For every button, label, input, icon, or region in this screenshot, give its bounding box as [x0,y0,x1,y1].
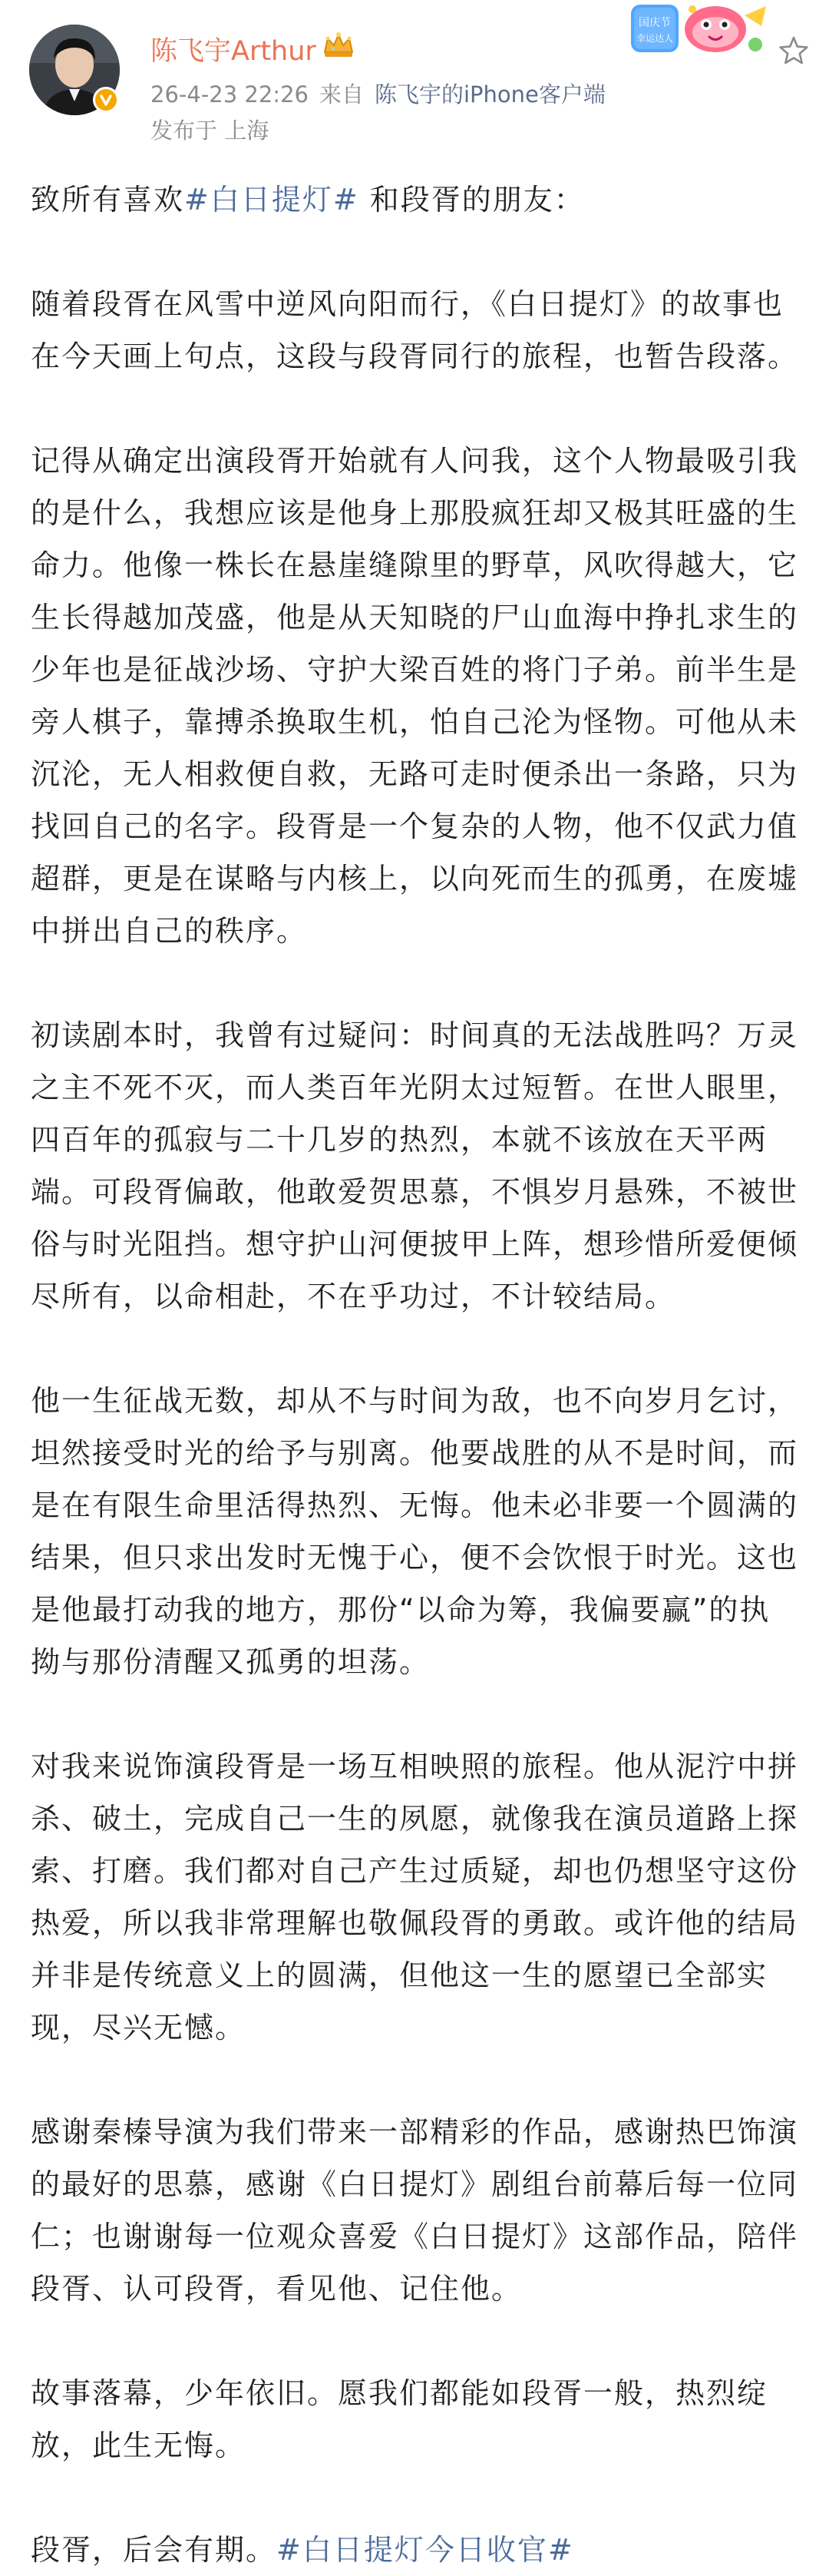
post-content [31,174,798,2576]
content-paragraph: 初读剧本时，我曾有过疑问：时间真的无法战胜吗？万灵之主不死不灭，而人类百年光阴太过短暂。在世人眼里，四百年的孤寂与二十几岁的热烈，本就不该放在天平两端。可段胥偏敢，他敢爱贺思慕，不惧岁月悬殊，不被世俗与时光阻挡。想守护山河便披甲上阵，想珍惜所爱便倾尽所有，以命相赴，不在乎功过，不计较结局。 [31,1018,799,1313]
content-paragraph: 对我来说饰演段胥是一场互相映照的旅程。他从泥泞中拼杀、破土，完成自己一生的夙愿，就像我在演员道路上探索、打磨。我们都对自己产生过质疑，却也仍想坚守这份热爱，所以我非常理解也敬佩段胥的勇敢。或许他的结局并非是传统意义上的圆满，但他这一生的愿望已全部实现，尽兴无憾。 [31,1750,799,2045]
content-paragraph: 感谢秦榛导演为我们带来一部精彩的作品，感谢热巴饰演的最好的思慕，感谢《白日提灯》剧组台前幕后每一位同仁；也谢谢每一位观众喜爱《白日提灯》这部作品，陪伴段胥、认可段胥，看见他、记住他。 [31,2115,799,2306]
star-outline-icon[interactable] [777,34,811,68]
festival-badge-line2: 幸运达人 [636,33,674,44]
username-row [150,29,356,68]
greeting-tail-text: 和段胥的朋友： [358,183,585,217]
hashtag-link[interactable]: #白日提灯今日收官# [276,2533,574,2567]
post-date: 26-4-23 22:26 [150,81,309,108]
content-paragraph: 记得从确定出演段胥开始就有人问我，这个人物最吸引我的是什么，我想应该是他身上那股疯狂却又极其旺盛的生命力。他像一株长在悬崖缝隙里的野草，风吹得越大，它生长得越加茂盛，他是从天知晓的尸山血海中挣扎求生的少年也是征战沙场、守护大梁百姓的将门子弟。前半生是旁人棋子，靠搏杀换取生机，怕自己沦为怪物。可他从未沉沦，无人相救便自救，无路可走时便杀出一条路，只为找回自己的名字。段胥是一个复杂的人物，他不仅武力值超群，更是在谋略与内核上，以向死而生的孤勇，在废墟中拼出自己的秩序。 [31,444,799,948]
festival-badge [629,0,775,60]
farewell-text: 段胥，后会有期。 [31,2533,277,2567]
crown-icon [321,29,356,63]
post-header [0,0,829,157]
content-paragraph: 故事落幕，少年依旧。愿我们都能如段胥一般，热烈绽放，此生无悔。 [31,2376,768,2462]
source-client-link[interactable]: 陈飞宇的iPhone客户端 [375,81,606,108]
content-paragraph: 他一生征战无数，却从不与时间为敌，也不向岁月乞讨，坦然接受时光的给予与别离。他要战胜的从不是时间，而是在有限生命里活得热烈、无悔。他未必非要一个圆满的结果，但只求出发时无愧于心，便不会饮恨于时光。这也是他最打动我的地方，那份“以命为筹，我偏要赢”的执拗与那份清醒又孤勇的坦荡。 [31,1384,799,1679]
post-location: 发布于 上海 [150,118,269,144]
festival-badge-line1: 国庆节 [639,17,671,29]
source-prefix: 来自 [319,81,364,108]
username[interactable]: 陈飞宇Arthur [150,36,316,67]
post-meta [150,80,606,109]
content-paragraph: 随着段胥在风雪中逆风向阳而行，《白日提灯》的故事也在今天画上句点，这段与段胥同行的旅程，也暂告段落。 [31,287,799,373]
verified-badge-icon [93,87,119,113]
hashtag-link[interactable]: #白日提灯# [184,183,359,217]
greeting-text: 致所有喜欢 [31,183,185,217]
content-paragraph [31,174,798,226]
